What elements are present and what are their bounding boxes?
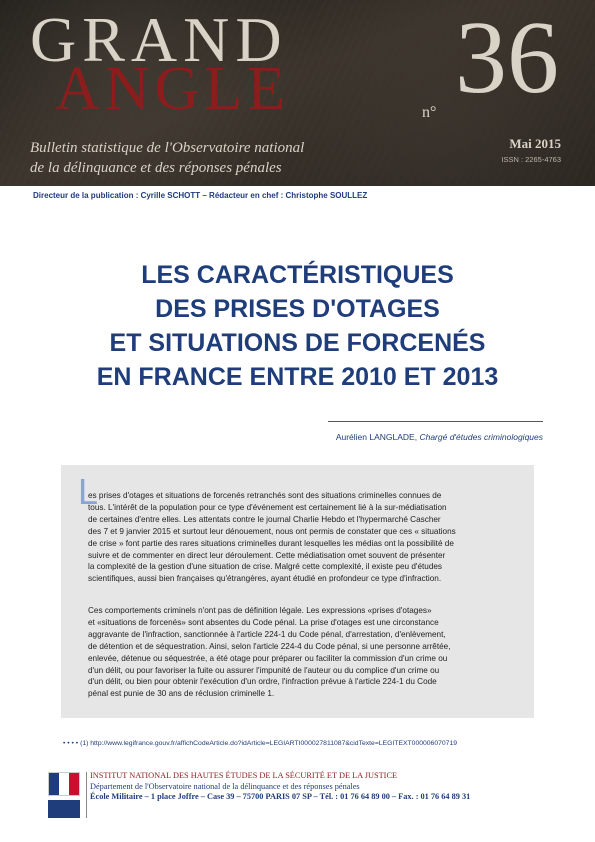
bulletin-subtitle — [30, 138, 304, 178]
paragraph-line: de crise » font partie des rares situations criminelles durant lesquelles les médias ont la possibilité de — [88, 538, 454, 548]
subtitle-line-1: Bulletin statistique de l'Observatoire national — [30, 140, 305, 156]
title-line-1: LES CARACTÉRISTIQUES — [141, 261, 454, 289]
issue-number: 36 — [455, 0, 559, 115]
paragraph-line: et «situations de forcenés» sont absentes du Code pénal. La prise d'otages est une circonstance — [88, 617, 439, 627]
institute-emblem-icon — [48, 800, 80, 818]
flag-icon — [48, 772, 80, 796]
paragraph-line: de certaines d'entre elles. Les attentats contre le journal Charlie Hebdo et l'hypermarché Cascher — [88, 514, 441, 524]
masthead — [0, 0, 595, 186]
author-byline — [336, 432, 543, 442]
masthead-word-angle: ANGLE — [55, 55, 291, 123]
title-line-3: ET SITUATIONS DE FORCENÉS — [109, 329, 486, 357]
issn: ISSN : 2265-4763 — [501, 155, 561, 164]
paragraph-line: scientifiques, aussi bien françaises qu'étrangères, ayant étudié en profondeur ce type d'infraction. — [88, 574, 442, 584]
republique-francaise-logo — [48, 772, 80, 818]
paragraph-line: enlevée, détenue ou séquestrée, a été otage pour préparer ou faciliter la commission d'un crime ou — [88, 653, 448, 663]
footer-divider — [86, 772, 87, 818]
publication-credits: Directeur de la publication : Cyrille SCHOTT – Rédacteur en chef : Christophe SOULLEZ — [33, 191, 368, 200]
masthead-word-grand: GRAND — [30, 4, 288, 75]
paragraph-line: aggravante de l'infraction, sanctionnée à l'article 224-1 du Code pénal, d'arrestation, d'enlèvement, — [88, 629, 446, 639]
paragraph-line: suivre et de commenter en direct leur déroulement. Cette médiatisation omet souvent de présenter — [88, 550, 446, 560]
title-line-2: DES PRISES D'OTAGES — [155, 295, 440, 323]
footer-department: Département de l'Observatoire national de la délinquance et des réponses pénales — [90, 781, 360, 791]
paragraph-line: tous. L'intérêt de la population pour ce type d'événement est certainement lié à la sur-médiatisation — [88, 502, 447, 512]
drop-cap: L — [78, 471, 99, 512]
footer-address — [90, 771, 470, 803]
footnote-link[interactable]: • • • • (1) http://www.legifrance.gouv.fr/affichCodeArticle.do?idArticle=LEGIARTI000027811087&cidTexte=LEGITEXT000006070719 — [63, 740, 458, 747]
paragraph-line: es prises d'otages et situations de forcenés retranchés sont des situations criminelles connues de — [88, 491, 442, 500]
paragraph-line: Ces comportements criminels n'ont pas de définition légale. Les expressions «prises d'otages» — [88, 606, 432, 615]
paragraph-line: d'un délit, ou pour favoriser la fuite ou assurer l'impunité de l'auteur ou du complice d'un crime ou — [88, 665, 440, 675]
issue-date: Mai 2015 — [509, 136, 561, 151]
paragraph-line: la complexité de la gestion d'une situation de crise. Malgré cette complexité, il existe peu d'études — [88, 562, 443, 572]
paragraph-line: des 7 et 9 janvier 2015 et surtout leur dénouement, nous ont permis de constater que ces « situations — [88, 526, 456, 536]
footer-institute: INSTITUT NATIONAL DES HAUTES ÉTUDES DE LA SÉCURITÉ ET DE LA JUSTICE — [90, 771, 398, 780]
paragraph-line: d'un délit, ou bien pour obtenir l'exécution d'un ordre, l'infraction prévue à l'article 224-1 du Code — [88, 677, 437, 687]
subtitle-line-2: de la délinquance et des réponses pénales — [30, 160, 282, 176]
author-name: Aurélien LANGLADE, — [335, 432, 418, 442]
paragraph-line: de détention et de séquestration. Ainsi, selon l'article 224-4 du Code pénal, si une personne arrêtée, — [88, 641, 451, 651]
title-line-4: EN FRANCE ENTRE 2010 ET 2013 — [96, 363, 499, 391]
intro-paragraph-2 — [88, 605, 518, 700]
article-title — [0, 258, 595, 394]
issue-prefix: n° — [422, 104, 437, 121]
paragraph-line: pénal est punie de 30 ans de réclusion criminelle 1. — [88, 689, 275, 699]
footer-contact: École Militaire – 1 place Joffre – Case 39 – 75700 PARIS 07 SP – Tél. : 01 76 64 89 00 – Fax. : 01 76 64 89 31 — [90, 792, 471, 801]
author-role: Chargé d'études criminologiques — [419, 432, 543, 442]
author-divider — [328, 421, 543, 422]
intro-paragraph-1 — [88, 490, 518, 585]
